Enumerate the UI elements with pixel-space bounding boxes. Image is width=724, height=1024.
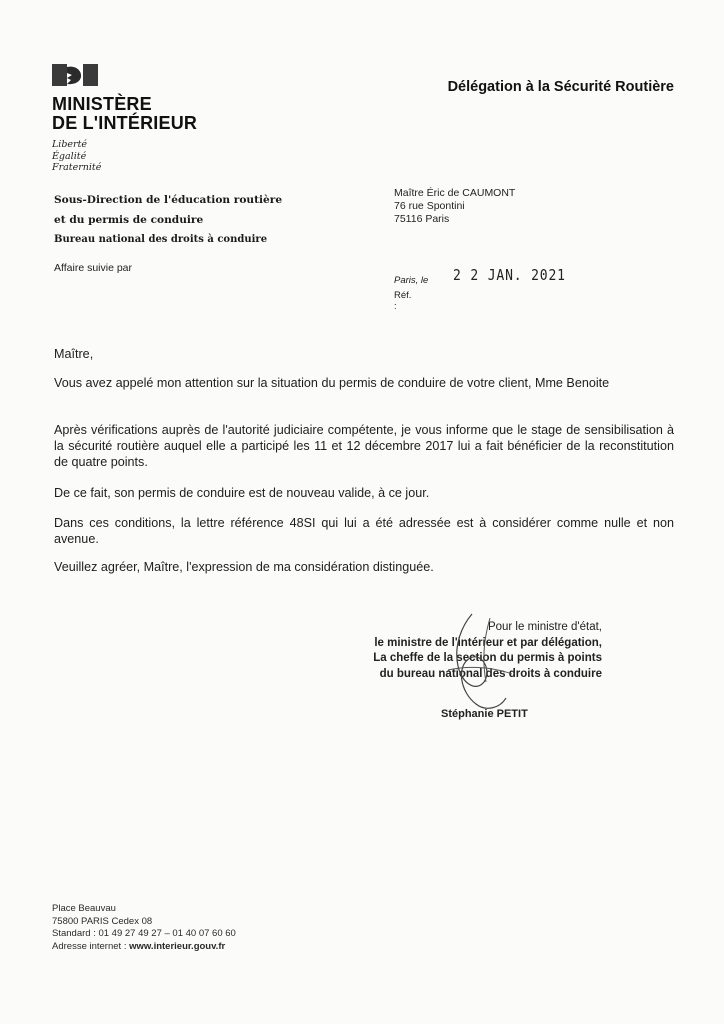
republic-motto — [52, 139, 197, 174]
closing-paragraph: Veuillez agréer, Maître, l'expression de ma considération distinguée. — [54, 560, 434, 574]
recipient-address — [394, 187, 515, 226]
paragraph-1: Vous avez appelé mon attention sur la situation du permis de conduire de votre client, Mme Benoite — [54, 376, 610, 390]
ministry-name-line2: DE L'INTÉRIEUR — [52, 113, 198, 133]
footer-line1: Place Beauvau — [52, 903, 116, 914]
footer-web — [52, 941, 236, 954]
recipient-name: Maître Éric de CAUMONT — [394, 187, 516, 199]
recipient-street: 76 rue Spontini — [394, 200, 465, 212]
reference-label: Réf. : — [394, 290, 412, 312]
footer-web-link[interactable]: www.interieur.gouv.fr — [129, 940, 226, 952]
signer-name: Stéphanie PETIT — [441, 708, 528, 720]
recipient-city: 75116 Paris — [394, 213, 450, 225]
paragraph-2: Après vérifications auprès de l'autorité judiciaire compétente, je vous informe que le stage de sensibilisation à la sécurité routière auquel elle a participé les 11 et 12 décembre 2017 lui a fait bénéficier de la reconstitution de quatre points. — [54, 423, 674, 469]
paragraph-4: Dans ces conditions, la lettre référence 48SI qui lui a été adressée est à considérer comme nulle et non avenue. — [54, 516, 674, 546]
signature-line3: La cheffe de la section du permis à points — [373, 652, 602, 664]
date-city-label: Paris, le — [394, 275, 429, 286]
handwritten-signature-icon — [420, 608, 530, 720]
footer-address — [52, 903, 236, 953]
marianne-emblem-icon — [52, 64, 98, 86]
delegation-title: Délégation à la Sécurité Routière — [447, 79, 674, 95]
sender-line1: Sous-Direction de l'éducation routière — [54, 194, 283, 206]
motto-liberte: Liberté — [52, 139, 88, 150]
ministry-name — [52, 95, 197, 133]
sender-department — [54, 190, 282, 250]
signature-line1: Pour le ministre d'état, — [487, 621, 602, 633]
sender-line2: et du permis de conduire — [54, 214, 204, 226]
date-stamp: 2 2 JAN. 2021 — [453, 266, 566, 284]
sender-bureau: Bureau national des droits à conduire — [54, 234, 268, 245]
signature-line2: le ministre de l'intérieur et par délégation, — [374, 636, 602, 649]
footer-line2: 75800 PARIS Cedex 08 — [52, 915, 153, 927]
motto-fraternite: Fraternité — [52, 162, 102, 173]
salutation: Maître, — [54, 347, 94, 361]
footer-phone: Standard : 01 49 27 49 27 – 01 40 07 60 60 — [52, 928, 236, 939]
signature-line4: du bureau national des droits à conduire — [379, 667, 602, 680]
affaire-suivie-label: Affaire suivie par — [54, 262, 133, 274]
paragraph-3: De ce fait, son permis de conduire est de nouveau valide, à ce jour. — [54, 486, 430, 500]
ministry-name-line1: MINISTÈRE — [52, 94, 152, 114]
footer-web-label: Adresse internet : — [52, 940, 130, 952]
ministry-logo — [52, 64, 197, 174]
motto-egalite: Égalité — [52, 150, 87, 162]
